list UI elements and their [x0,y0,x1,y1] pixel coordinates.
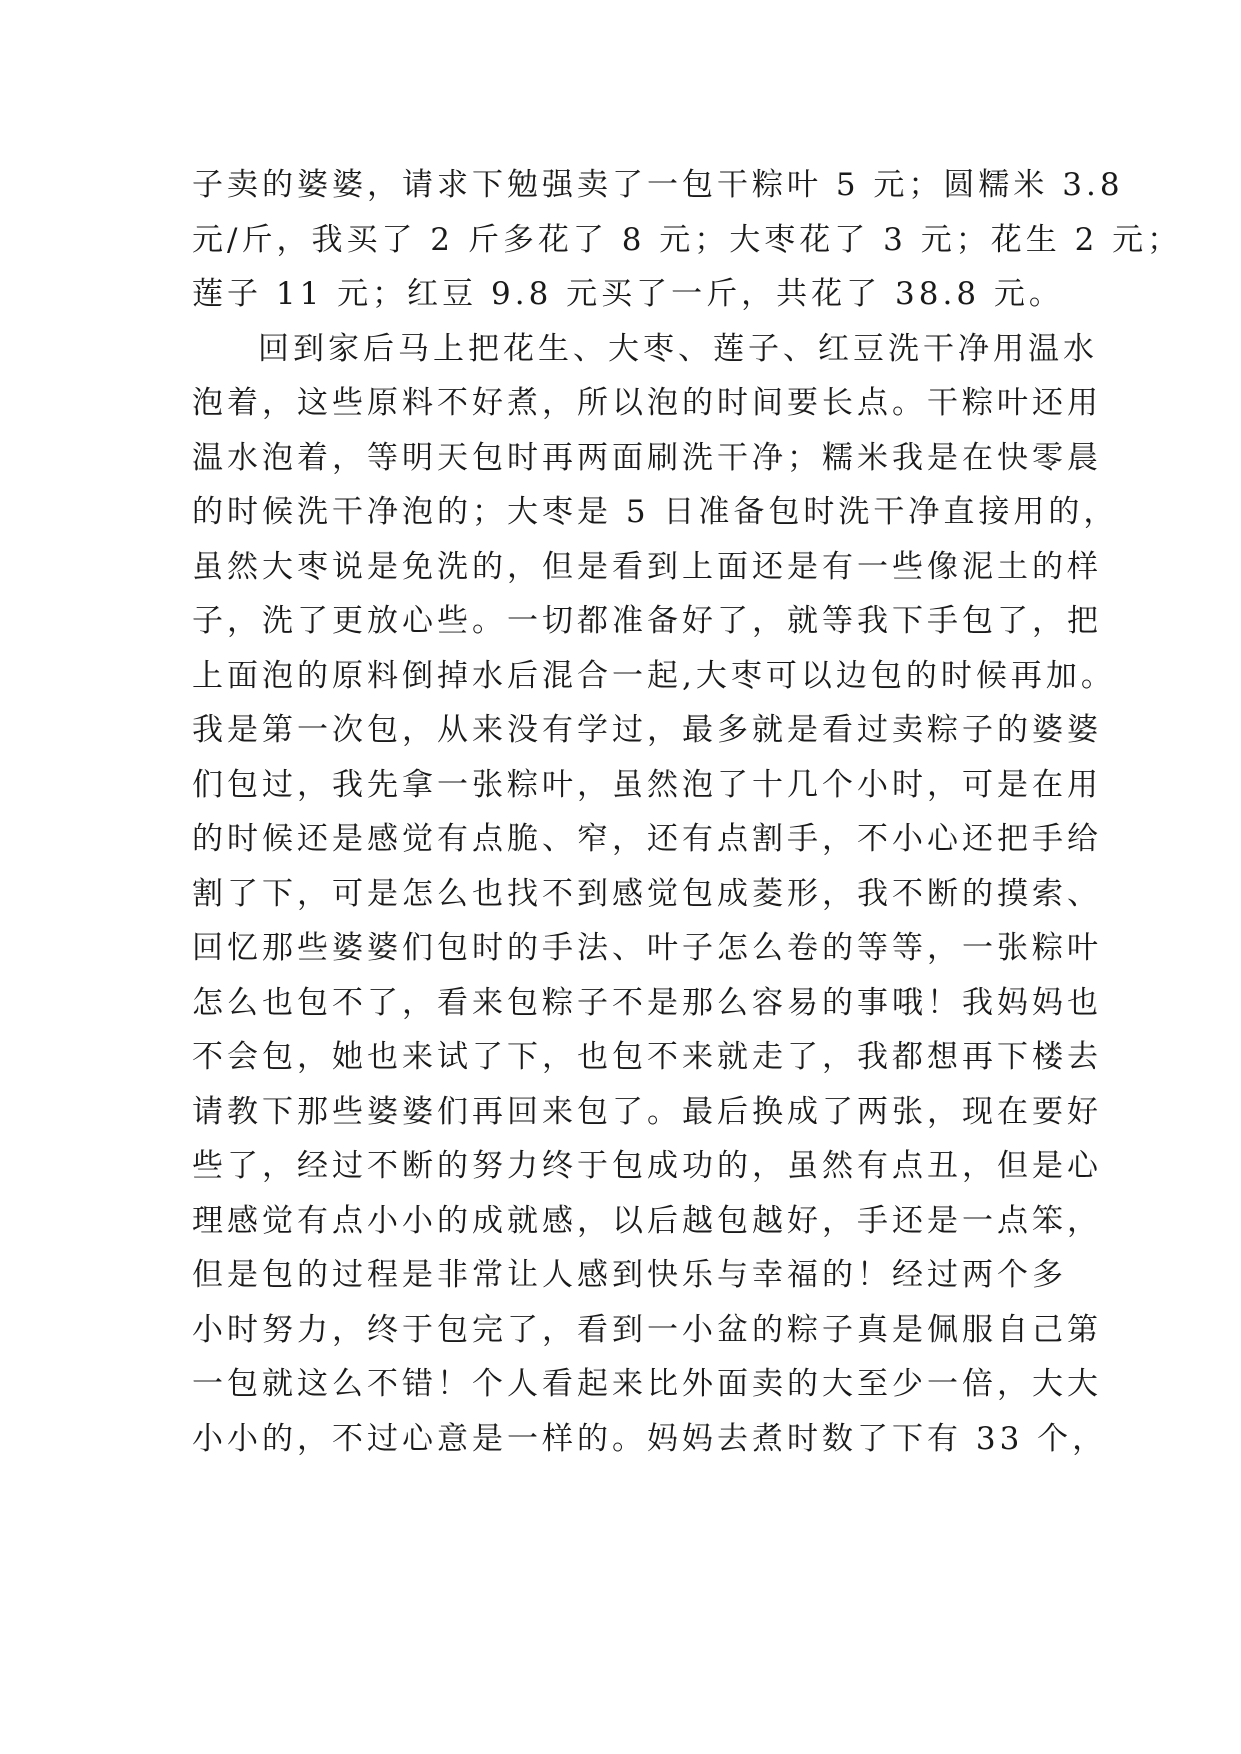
text-line: 小时努力，终于包完了，看到一小盆的粽子真是佩服自己第 [192,1311,1102,1348]
text-line: 理感觉有点小小的成就感，以后越包越好，手还是一点笨， [192,1202,1102,1239]
text-line: 们包过，我先拿一张粽叶，虽然泡了十几个小时，可是在用 [192,766,1102,803]
text-line: 虽然大枣说是免洗的，但是看到上面还是有一些像泥土的样 [192,548,1102,585]
text-line: 但是包的过程是非常让人感到快乐与幸福的！经过两个多 [192,1257,1067,1293]
text-line: 些了，经过不断的努力终于包成功的，虽然有点丑，但是心 [192,1148,1102,1184]
text-line: 割了下，可是怎么也找不到感觉包成菱形，我不断的摸索、 [192,875,1102,912]
body-text [192,158,1183,1466]
text-line: 回忆那些婆婆们包时的手法、叶子怎么卷的等等，一张粽叶 [192,930,1102,966]
text-line: 的时候洗干净泡的；大枣是 5 日准备包时洗干净直接用的， [192,494,1119,530]
text-line: 莲子 11 元；红豆 9.8 元买了一斤，共花了 38.8 元。 [192,276,1064,312]
text-line: 泡着，这些原料不好煮，所以泡的时间要长点。干粽叶还用 [192,385,1102,421]
text-line: 元/斤，我买了 2 斤多花了 8 元；大枣花了 3 元；花生 2 元； [192,221,1183,258]
text-line: 怎么也包不了，看来包粽子不是那么容易的事哦！我妈妈也 [192,984,1102,1021]
text-line: 上面泡的原料倒掉水后混合一起,大枣可以边包的时候再加。 [192,657,1116,694]
paragraph-first-line: 回到家后马上把花生、大枣、莲子、红豆洗干净用温水 [258,330,1098,367]
text-line: 小小的，不过心意是一样的。妈妈去煮时数了下有 33 个， [192,1420,1108,1457]
text-line: 我是第一次包，从来没有学过，最多就是看过卖粽子的婆婆 [192,712,1102,748]
text-line: 请教下那些婆婆们再回来包了。最后换成了两张，现在要好 [192,1093,1102,1130]
text-line: 不会包，她也来试了下，也包不来就走了，我都想再下楼去 [192,1039,1102,1075]
text-line: 子，洗了更放心些。一切都准备好了，就等我下手包了，把 [192,603,1102,639]
text-line: 温水泡着，等明天包时再两面刷洗干净；糯米我是在快零晨 [192,439,1102,476]
text-line: 一包就这么不错！个人看起来比外面卖的大至少一倍，大大 [192,1366,1102,1402]
text-line: 子卖的婆婆，请求下勉强卖了一包干粽叶 5 元；圆糯米 3.8 [192,167,1124,203]
text-line: 的时候还是感觉有点脆、窄，还有点割手，不小心还把手给 [192,821,1102,857]
